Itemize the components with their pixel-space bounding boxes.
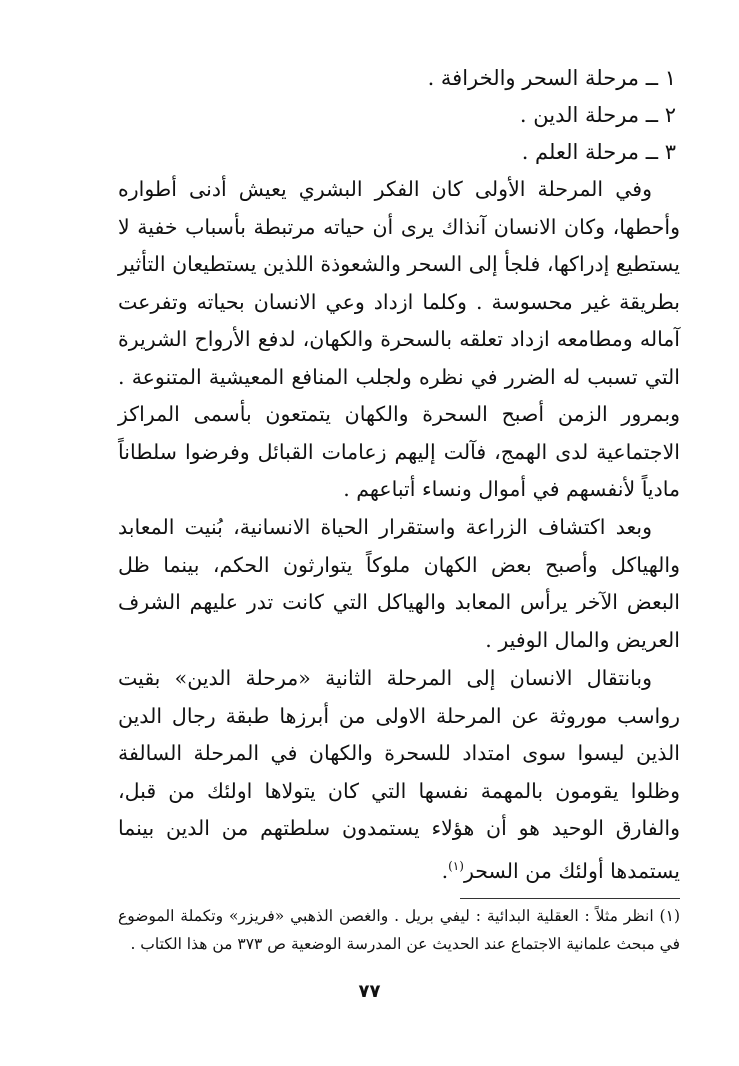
list-item: ١ ــ مرحلة السحر والخرافة . [427,66,676,90]
footnote-reference: (١) [448,858,464,873]
page-number: ٧٧ [358,981,381,1002]
paragraph-text: وبانتقال الانسان إلى المرحلة الثانية «مرحلة الدين» بقيت رواسب موروثة عن المرحلة الاولى من أبرزها طبقة رجال الدين الذين ليسوا سوى امتداد للسحرة والكهان في المرحلة السالفة وظلوا يقومون بالمهمة نفسها التي كان يتولاها اولئك من قبل، والفارق الوحيد هو أن هؤلاء يستمدون سلطتهم من الدين بينما يستمدها أولئك من السحر [118,666,680,883]
list-item: ٣ ــ مرحلة العلم . [521,140,676,164]
paragraph-agriculture: وبعد اكتشاف الزراعة واستقرار الحياة الانسانية، بُنيت المعابد والهياكل وأصبح بعض الكهان ملوكاً يتوارثون الحكم، بينما ظل البعض الآخر يرأس المعابد والهياكل التي كانت تدر عليهم الشرف العريض والمال الوفير . [118,515,680,652]
paragraph-first-stage: وفي المرحلة الأولى كان الفكر البشري يعيش أدنى أطواره وأحطها، وكان الانسان آنذاك يرى أن حياته مرتبطة بأسباب خفية لا يستطيع إدراكها، فلجأ إلى السحر والشعوذة اللذين يستطيعان التأثير بطريقة غير محسوسة . وكلما ازداد وعي الانسان بحياته وتفرعت آماله ومطامعه ازداد تعلقه بالسحرة والكهان، لدفع الأرواح الشريرة التي تسبب له الضرر في نظره ولجلب المنافع المعيشية المتنوعة . وبمرور الزمن أصبح السحرة والكهان يتمتعون بأسمى المراكز الاجتماعية لدى الهمج، فآلت إليهم زعامات القبائل وفرضوا سلطاناً مادياً لأنفسهم في أموال ونساء أتباعهم . [118,177,680,501]
footnote-divider [460,898,680,899]
paragraph-second-stage: وبانتقال الانسان إلى المرحلة الثانية «مرحلة الدين» بقيت رواسب موروثة عن المرحلة الاولى من أبرزها طبقة رجال الدين الذين ليسوا سوى امتداد للسحرة والكهان في المرحلة السالفة وظلوا يقومون بالمهمة نفسها التي كان يتولاها اولئك من قبل، والفارق الوحيد هو أن هؤلاء يستمدون سلطتهم من الدين بينما يستمدها أولئك من السحر$^{(١)}$. [118,666,680,883]
footnote: (١) انظر مثلاً : العقلية البدائية : ليفي بريل . والغصن الذهبي «فريزر» وتكملة الموضوع في مبحث علمانية الاجتماع عند الحديث عن المدرسة الوضعية ص ٣٧٣ من هذا الكتاب . [118,907,680,953]
list-item: ٢ ــ مرحلة الدين . [519,103,676,127]
stages-list [118,60,680,171]
